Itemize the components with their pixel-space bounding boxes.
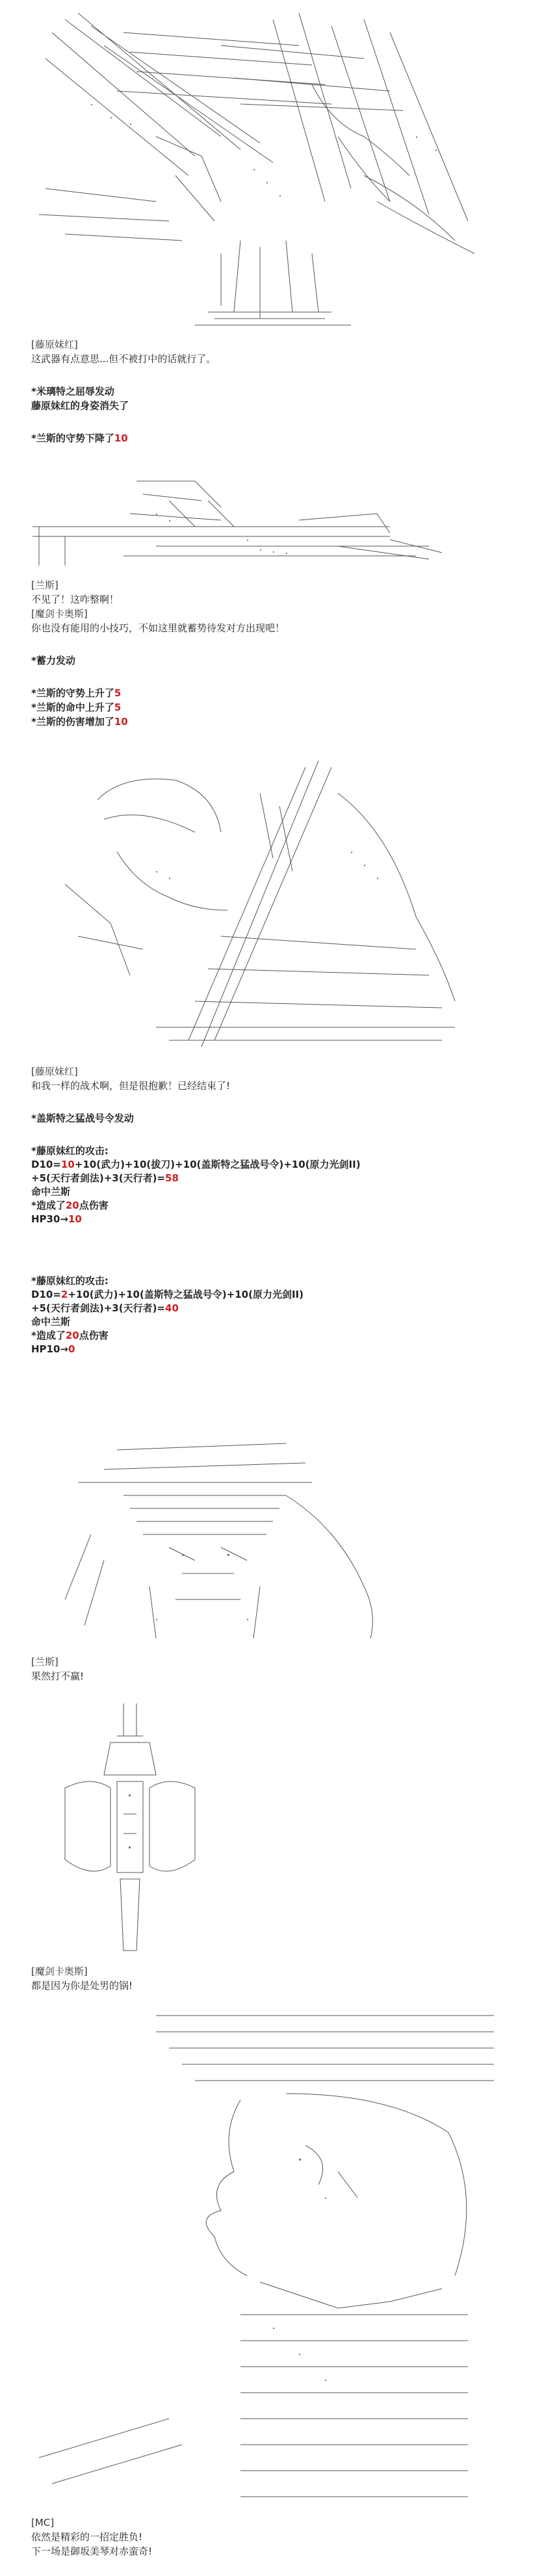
status-line [31, 432, 128, 445]
speaker-tag: [MC] [31, 2517, 55, 2529]
ascii-art-drawing [26, 754, 494, 1053]
speaker-tag: [魔剑卡奥斯] [31, 608, 88, 620]
dialogue-line: 果然打不赢! [31, 1670, 84, 1682]
attack-block-1 [31, 1144, 361, 1226]
ascii-art-drawing [26, 7, 494, 332]
roll-prefix: D10= [31, 1159, 61, 1170]
status-text: *兰斯的守势上升了 [31, 687, 114, 699]
roll-bonuses-2: +5(天行者剑法)+3(天行者)= [31, 1172, 166, 1184]
damage-line [31, 1329, 304, 1343]
event-line: *米璃特之屈辱发动 [31, 386, 114, 397]
status-value: 5 [114, 687, 122, 699]
attack-title: *藤原妹红的攻击: [31, 1275, 109, 1287]
hp-after: 0 [68, 1343, 75, 1355]
ascii-art-chaos-sword [26, 1697, 234, 1957]
damage-value: 20 [65, 1330, 79, 1341]
hp-line [31, 1343, 304, 1356]
ascii-art-rance-defeated [26, 1430, 390, 1645]
ascii-art-drawing [26, 475, 494, 572]
attack-block-2 [31, 1274, 304, 1356]
speaker-tag: [兰斯] [31, 1656, 58, 1668]
dialogue-line: 都是因为你是处男的锅! [31, 1980, 133, 1991]
status-text: *兰斯的伤害增加了 [31, 716, 114, 728]
ascii-art-drawing [26, 1430, 390, 1645]
status-value: 10 [114, 432, 128, 444]
status-line [31, 701, 121, 714]
event-line: 藤原妹红的身姿消失了 [31, 400, 129, 412]
damage-suffix: 点伤害 [79, 1200, 109, 1211]
event-line: *蓄力发动 [31, 655, 75, 666]
speaker-tag: [魔剑卡奥斯] [31, 1965, 88, 1977]
damage-prefix: *造成了 [31, 1200, 66, 1211]
roll-prefix: D10= [31, 1289, 61, 1300]
hit-line: 命中兰斯 [31, 1316, 71, 1328]
roll-total: 40 [165, 1302, 179, 1314]
ascii-art-rance-rifle [26, 475, 494, 572]
speaker-tag: [藤原妹红] [31, 1066, 78, 1077]
hp-line [31, 1213, 361, 1226]
dialogue-line: 依然是精彩的一招定胜负! [31, 2531, 143, 2543]
hp-prefix: HP30→ [31, 1213, 68, 1225]
ascii-art-drawing [26, 1697, 234, 1957]
roll-value: 2 [60, 1289, 68, 1300]
event-line: *盖斯特之猛战号令发动 [31, 1112, 134, 1124]
roll-line-2 [31, 1302, 304, 1315]
roll-line-2 [31, 1172, 361, 1185]
status-value: 10 [114, 716, 128, 728]
roll-value: 10 [60, 1159, 75, 1170]
ascii-art-mokou-leaping [26, 7, 494, 332]
hp-after: 10 [68, 1213, 82, 1225]
speaker-tag: [兰斯] [31, 579, 58, 591]
roll-line [31, 1158, 361, 1172]
status-line [31, 715, 128, 728]
dialogue-line: 不见了！这咋整啊！ [31, 594, 120, 605]
dialogue-line: 和我一样的战术啊，但是很抱歉！已经结束了! [31, 1080, 231, 1092]
damage-suffix: 点伤害 [79, 1330, 109, 1341]
status-text: *兰斯的守势下降了 [31, 432, 114, 444]
dialogue-line: 下一场是御坂美琴对赤蛮奇! [31, 2545, 153, 2557]
damage-value: 20 [65, 1200, 79, 1211]
status-value: 5 [114, 702, 122, 713]
speaker-tag: [藤原妹红] [31, 339, 78, 350]
roll-bonuses: +10(武力)+10(拔刀)+10(盖斯特之猛战号令)+10(原力光剑II) [74, 1159, 361, 1170]
damage-prefix: *造成了 [31, 1330, 66, 1341]
roll-total: 58 [165, 1172, 179, 1184]
status-text: *兰斯的命中上升了 [31, 702, 114, 713]
ascii-art-mc-profile [26, 2003, 494, 2510]
dialogue-line: 你也没有能用的小技巧，不如这里就蓄势待发对方出现吧！ [31, 622, 285, 634]
roll-line [31, 1288, 304, 1302]
ascii-art-mokou-sword [26, 754, 494, 1053]
dialogue-line: 这武器有点意思...但不被打中的话就行了。 [31, 353, 216, 365]
hp-prefix: HP10→ [31, 1343, 68, 1355]
roll-bonuses: +10(武力)+10(盖斯特之猛战号令)+10(原力光剑II) [68, 1289, 304, 1300]
status-line [31, 687, 121, 700]
damage-line [31, 1199, 361, 1213]
ascii-art-drawing [26, 2003, 494, 2510]
hit-line: 命中兰斯 [31, 1186, 71, 1198]
attack-title: *藤原妹红的攻击: [31, 1145, 109, 1157]
roll-bonuses-2: +5(天行者剑法)+3(天行者)= [31, 1302, 166, 1314]
